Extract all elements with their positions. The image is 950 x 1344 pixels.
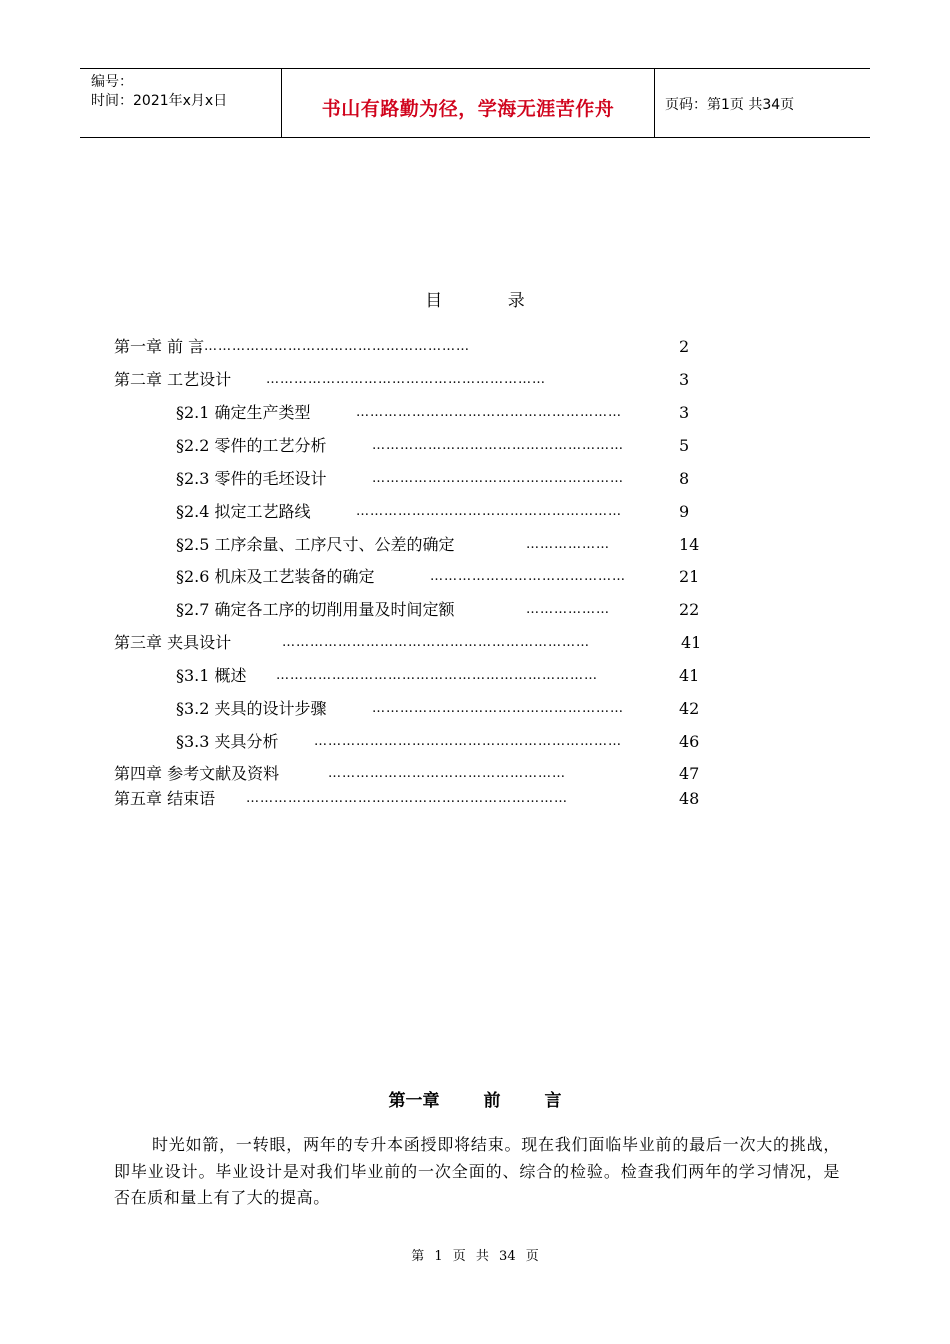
- toc-page-number: 48: [679, 789, 700, 808]
- toc-entry-label: §2.1 确定生产类型: [176, 403, 311, 422]
- toc-entry-label: §3.1 概述: [176, 666, 247, 685]
- header-page-info: 页码：第1页 共34页: [665, 97, 795, 113]
- toc-entry-label: §2.3 零件的毛坯设计: [176, 469, 327, 488]
- toc-page-number: 14: [679, 535, 700, 554]
- toc-leader: ………………: [526, 537, 610, 552]
- toc-leader: ………………: [526, 602, 610, 617]
- toc-leader: ………………………………………………: [372, 701, 624, 716]
- header-time: 时间：2021年x月x日: [91, 93, 228, 109]
- toc-leader: …………………………………………………: [356, 504, 622, 519]
- toc-entry-2-3[interactable]: [176, 469, 690, 489]
- toc-entry-label: 第四章 参考文献及资料: [114, 764, 280, 783]
- chapter-number: 第一章: [388, 1091, 440, 1111]
- toc-leader: …………………………………………………………: [314, 734, 622, 749]
- header-number: 编号：: [91, 74, 133, 90]
- toc-leader: ……………………………………: [430, 569, 626, 584]
- toc-entry-label: 第五章 结束语: [114, 789, 216, 808]
- toc-page-number: 9: [679, 502, 690, 521]
- chapter-title-word-2: 言: [544, 1091, 562, 1111]
- toc-entry-label: §3.2 夹具的设计步骤: [176, 699, 327, 718]
- header-motto: 书山有路勤为径，学海无涯苦作舟: [321, 97, 615, 120]
- toc-entry-2-4[interactable]: [176, 502, 690, 522]
- chapter-paragraph: 时光如箭，一转眼，两年的专升本函授即将结束。现在我们面临毕业前的最后一次大的挑战，即毕业设计。毕业设计是对我们毕业前的一次全面的、综合的检验。检查我们两年的学习情况，是否在质和量上有了大的提高。: [114, 1135, 840, 1207]
- toc-leader: ……………………………………………………: [190, 339, 470, 354]
- toc-page-number: 42: [679, 699, 700, 718]
- toc-leader: ……………………………………………………: [266, 372, 546, 387]
- toc-entry-3-1[interactable]: [176, 666, 700, 686]
- toc-entry-2-5[interactable]: [176, 535, 700, 555]
- toc-entry-ch3[interactable]: [114, 633, 702, 653]
- toc-entry-ch2[interactable]: [114, 370, 690, 390]
- toc-entry-2-2[interactable]: [176, 436, 690, 456]
- toc-leader: …………………………………………………………: [282, 635, 590, 650]
- toc-entry-ch1[interactable]: [114, 337, 690, 357]
- toc-page-number: 2: [679, 337, 690, 356]
- toc-entry-label: 第一章 前 言: [114, 337, 205, 356]
- toc-leader: ………………………………………………: [372, 471, 624, 486]
- toc-entry-label: §2.6 机床及工艺装备的确定: [176, 567, 375, 586]
- toc-leader: ……………………………………………………………: [276, 668, 598, 683]
- page-footer: 第 1 页 共 34 页: [411, 1249, 539, 1264]
- toc-title: 目 录: [425, 291, 555, 311]
- toc-entry-label: §3.3 夹具分析: [176, 732, 279, 751]
- toc-entry-3-3[interactable]: [176, 732, 700, 752]
- toc-entry-label: §2.2 零件的工艺分析: [176, 436, 327, 455]
- toc-entry-2-7[interactable]: [176, 600, 700, 620]
- toc-leader: ………………………………………………: [372, 438, 624, 453]
- toc-page-number: 41: [679, 666, 700, 685]
- toc-entry-ch4[interactable]: [114, 764, 700, 784]
- toc-page-number: 41: [681, 633, 702, 652]
- toc-page-number: 21: [679, 567, 700, 586]
- toc-page-number: 3: [679, 370, 690, 389]
- toc-entry-label: §2.4 拟定工艺路线: [176, 502, 311, 521]
- toc-entry-label: §2.5 工序余量、工序尺寸、公差的确定: [176, 535, 455, 554]
- toc-leader: …………………………………………………: [356, 405, 622, 420]
- toc-entry-label: §2.7 确定各工序的切削用量及时间定额: [176, 600, 455, 619]
- toc-entry-ch5[interactable]: [114, 789, 700, 809]
- toc-page-number: 22: [679, 600, 700, 619]
- toc-page-number: 47: [679, 764, 700, 783]
- toc-leader: ……………………………………………………………: [246, 791, 568, 806]
- toc-page-number: 8: [679, 469, 690, 488]
- chapter-title-word-1: 前: [483, 1091, 501, 1111]
- toc-entry-label: 第三章 夹具设计: [114, 633, 232, 652]
- toc-page-number: 3: [679, 403, 690, 422]
- toc-entry-label: 第二章 工艺设计: [114, 370, 232, 389]
- toc-leader: ……………………………………………: [328, 766, 566, 781]
- toc-entry-2-6[interactable]: [176, 567, 700, 587]
- toc-entry-2-1[interactable]: [176, 403, 690, 423]
- toc-page-number: 5: [679, 436, 690, 455]
- chapter-title: [0, 1086, 950, 1111]
- toc-page-number: 46: [679, 732, 700, 751]
- toc-entry-3-2[interactable]: [176, 699, 700, 719]
